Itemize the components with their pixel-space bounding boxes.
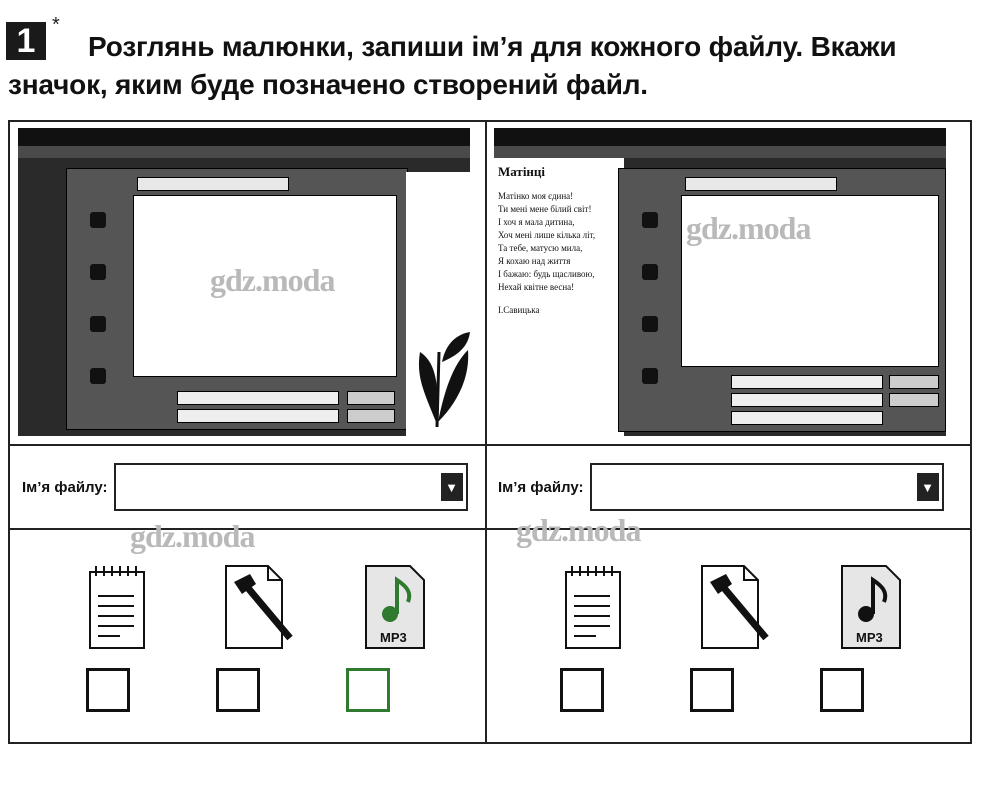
- checkbox-brush[interactable]: [690, 668, 734, 712]
- dropdown-arrow-icon[interactable]: ▼: [441, 473, 463, 501]
- poem-line: Я кохаю над життя: [498, 256, 571, 266]
- place-recent: [623, 195, 677, 247]
- watermark: gdz.moda: [516, 512, 641, 548]
- place-desktop: [71, 247, 125, 299]
- left-file-name-row: [22, 454, 468, 520]
- leaf-drawing-icon: [406, 172, 470, 436]
- place-recent: [71, 195, 125, 247]
- dialog-encoding-field: [731, 411, 883, 425]
- right-checkboxes: [560, 668, 864, 712]
- exercise-table: [8, 120, 972, 744]
- file-name-label: Ім’я файлу:: [498, 478, 584, 496]
- task-line-1: Розглянь малюнки, запиши ім’я для кожного файлу. Вкажи: [88, 31, 897, 62]
- divider-row-1: [10, 444, 970, 446]
- mp3-music-icon: [360, 562, 436, 652]
- mp3-music-icon: [836, 562, 912, 652]
- mp3-label: MP3: [856, 630, 883, 645]
- folder-path-field: [685, 177, 837, 191]
- dialog-filename-field: [177, 391, 339, 405]
- right-file-name-input[interactable]: [590, 463, 944, 511]
- window-menubar: [18, 146, 470, 158]
- dialog-save-button: [889, 375, 939, 389]
- task-line-2: значок, яким буде позначено створений файл.: [8, 69, 648, 100]
- window-menubar: [494, 146, 946, 158]
- left-icon-options: [80, 562, 436, 652]
- dialog-cancel-button: [347, 409, 395, 423]
- right-icon-options: [556, 562, 912, 652]
- poem-line: Нехай квітне весна!: [498, 282, 575, 292]
- right-file-name-row: [498, 454, 944, 520]
- desktop-icon: [90, 264, 106, 280]
- places-bar: [623, 195, 677, 423]
- checkbox-notepad[interactable]: [560, 668, 604, 712]
- task-number: 1: [6, 22, 46, 60]
- dropdown-arrow-icon[interactable]: ▼: [917, 473, 939, 501]
- poem-line: І хоч я мала дитина,: [498, 217, 575, 227]
- file-name-label: Ім’я файлу:: [22, 478, 108, 496]
- recent-docs-icon: [90, 212, 106, 228]
- window-titlebar: [18, 128, 470, 146]
- recent-docs-icon: [642, 212, 658, 228]
- window-titlebar: [494, 128, 946, 146]
- place-desktop: [623, 247, 677, 299]
- save-dialog: [618, 168, 946, 432]
- save-dialog: [66, 168, 408, 430]
- my-computer-icon: [90, 368, 106, 384]
- watermark: gdz.moda: [130, 518, 255, 554]
- place-computer: [71, 351, 125, 403]
- place-documents: [71, 299, 125, 351]
- checkbox-mp3[interactable]: [820, 668, 864, 712]
- dialog-cancel-button: [889, 393, 939, 407]
- my-documents-icon: [90, 316, 106, 332]
- brush-icon: [696, 562, 772, 652]
- poem-author: І.Савицька: [498, 305, 540, 315]
- task-text: [8, 28, 978, 104]
- document-text-pane: [494, 158, 624, 436]
- left-file-name-input[interactable]: [114, 463, 468, 511]
- dialog-filetype-field: [177, 409, 339, 423]
- my-documents-icon: [642, 316, 658, 332]
- poem-line: Матінко моя єдина!: [498, 191, 574, 201]
- dialog-filename-field: [731, 375, 883, 389]
- poem-line: Ти мені мене білий світ!: [498, 204, 592, 214]
- watermark: gdz.moda: [686, 210, 811, 246]
- poem-line: Хоч мені лише кілька літ,: [498, 230, 596, 240]
- poem-line: Та тебе, матусю мила,: [498, 243, 583, 253]
- wordpad-save-screenshot: [494, 128, 946, 436]
- dialog-filetype-field: [731, 393, 883, 407]
- document-title: Матінці: [498, 164, 546, 179]
- place-documents: [623, 299, 677, 351]
- notepad-icon: [556, 562, 632, 652]
- places-bar: [71, 195, 125, 421]
- divider-vertical: [485, 122, 487, 742]
- notepad-icon: [80, 562, 156, 652]
- watermark: gdz.moda: [210, 262, 335, 298]
- poem-line: І бажаю: будь щасливою,: [498, 269, 595, 279]
- desktop-icon: [642, 264, 658, 280]
- my-computer-icon: [642, 368, 658, 384]
- folder-path-field: [137, 177, 289, 191]
- dialog-save-button: [347, 391, 395, 405]
- star-mark: *: [52, 14, 60, 36]
- paint-canvas-drawing: [406, 172, 470, 436]
- place-computer: [623, 351, 677, 403]
- checkbox-notepad[interactable]: [86, 668, 130, 712]
- mp3-label: MP3: [380, 630, 407, 645]
- checkbox-brush[interactable]: [216, 668, 260, 712]
- checkbox-mp3[interactable]: [346, 668, 390, 712]
- brush-icon: [220, 562, 296, 652]
- left-checkboxes: [86, 668, 390, 712]
